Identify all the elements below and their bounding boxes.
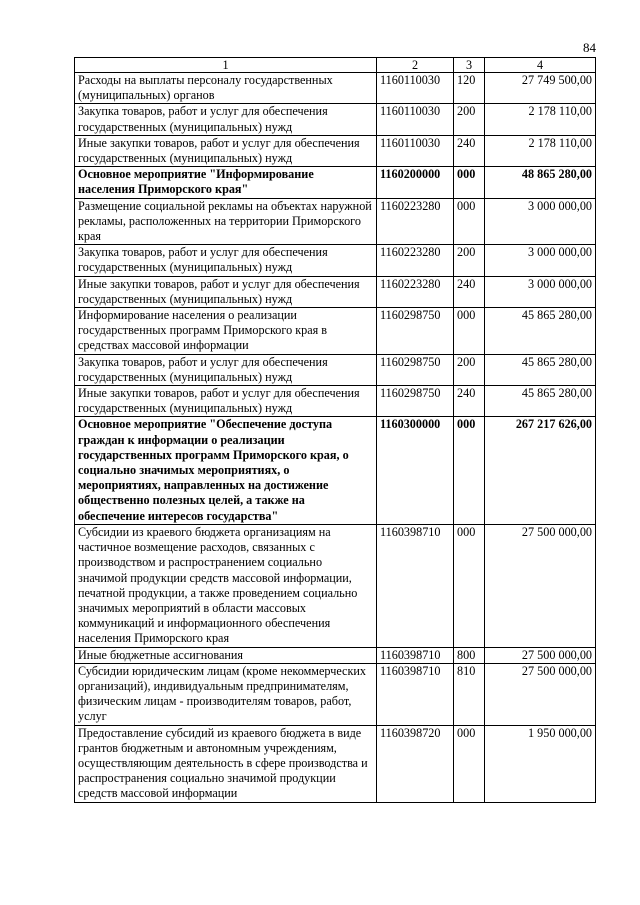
row-code-cell: 1160300000 [377,417,454,524]
row-amount-cell: 45 865 280,00 [485,386,596,417]
row-code-cell: 1160398720 [377,725,454,802]
row-type-cell: 200 [454,104,485,135]
row-name-cell: Субсидии юридическим лицам (кроме некоммерческих организаций), индивидуальным предпринимателям, физическим лицам - производителям товаров, работ, услуг [75,663,377,725]
table-row [75,354,596,385]
row-amount-cell: 3 000 000,00 [485,245,596,276]
table-row [75,386,596,417]
table-row [75,73,596,104]
row-amount-cell: 3 000 000,00 [485,276,596,307]
row-code-cell: 1160110030 [377,73,454,104]
row-name-cell: Основное мероприятие "Информирование населения Приморского края" [75,167,377,198]
row-code-cell: 1160298750 [377,308,454,355]
row-amount-cell: 45 865 280,00 [485,308,596,355]
table-row [75,725,596,802]
row-type-cell: 120 [454,73,485,104]
table-row [75,245,596,276]
row-amount-cell: 27 500 000,00 [485,524,596,647]
row-amount-cell: 27 500 000,00 [485,647,596,663]
row-type-cell: 240 [454,276,485,307]
row-amount-cell: 27 749 500,00 [485,73,596,104]
header-col-4: 4 [485,58,596,73]
table-row [75,308,596,355]
row-name-cell: Информирование населения о реализации государственных программ Приморского края в средствах массовой информации [75,308,377,355]
row-name-cell: Субсидии из краевого бюджета организациям на частичное возмещение расходов, связанных с производством и распространением социально значимой продукции средств массовой информации, печатной продукции, а также проведением социально значимых мероприятий в области массовых коммуникаций и информационного обеспечения населения Приморского края [75,524,377,647]
row-amount-cell: 45 865 280,00 [485,354,596,385]
row-code-cell: 1160398710 [377,524,454,647]
row-code-cell: 1160298750 [377,386,454,417]
header-col-3: 3 [454,58,485,73]
row-amount-cell: 48 865 280,00 [485,167,596,198]
table-row [75,104,596,135]
row-name-cell: Иные закупки товаров, работ и услуг для обеспечения государственных (муниципальных) нужд [75,276,377,307]
row-code-cell: 1160298750 [377,354,454,385]
header-col-2: 2 [377,58,454,73]
row-code-cell: 1160223280 [377,198,454,245]
row-name-cell: Иные закупки товаров, работ и услуг для обеспечения государственных (муниципальных) нужд [75,135,377,166]
row-code-cell: 1160110030 [377,104,454,135]
row-name-cell: Закупка товаров, работ и услуг для обеспечения государственных (муниципальных) нужд [75,354,377,385]
row-type-cell: 200 [454,354,485,385]
row-amount-cell: 27 500 000,00 [485,663,596,725]
row-type-cell: 200 [454,245,485,276]
row-name-cell: Иные закупки товаров, работ и услуг для обеспечения государственных (муниципальных) нужд [75,386,377,417]
row-type-cell: 800 [454,647,485,663]
page-number: 84 [583,40,596,55]
row-name-cell: Иные бюджетные ассигнования [75,647,377,663]
header-col-1: 1 [75,58,377,73]
table-row [75,135,596,166]
row-name-cell: Закупка товаров, работ и услуг для обеспечения государственных (муниципальных) нужд [75,245,377,276]
row-code-cell: 1160223280 [377,276,454,307]
row-code-cell: 1160223280 [377,245,454,276]
table-row [75,276,596,307]
row-code-cell: 1160110030 [377,135,454,166]
row-name-cell: Закупка товаров, работ и услуг для обеспечения государственных (муниципальных) нужд [75,104,377,135]
table-row [75,417,596,524]
row-type-cell: 000 [454,417,485,524]
row-code-cell: 1160200000 [377,167,454,198]
row-type-cell: 240 [454,386,485,417]
row-type-cell: 000 [454,524,485,647]
row-amount-cell: 2 178 110,00 [485,104,596,135]
row-amount-cell: 1 950 000,00 [485,725,596,802]
table-row [75,524,596,647]
row-name-cell: Размещение социальной рекламы на объектах наружной рекламы, расположенных на территории Приморского края [75,198,377,245]
table-row [75,198,596,245]
row-name-cell: Предоставление субсидий из краевого бюджета в виде грантов бюджетным и автономным учреждениям, осуществляющим деятельность в сфере производства и распространения социально значимой продукции средств массовой информации [75,725,377,802]
table-row [75,167,596,198]
row-amount-cell: 3 000 000,00 [485,198,596,245]
row-code-cell: 1160398710 [377,647,454,663]
header-row [75,58,596,73]
row-amount-cell: 267 217 626,00 [485,417,596,524]
row-type-cell: 810 [454,663,485,725]
table-row [75,663,596,725]
table-row [75,647,596,663]
row-type-cell: 000 [454,308,485,355]
row-code-cell: 1160398710 [377,663,454,725]
row-type-cell: 240 [454,135,485,166]
budget-table [74,57,596,803]
row-type-cell: 000 [454,725,485,802]
row-type-cell: 000 [454,198,485,245]
row-type-cell: 000 [454,167,485,198]
row-name-cell: Расходы на выплаты персоналу государственных (муниципальных) органов [75,73,377,104]
row-amount-cell: 2 178 110,00 [485,135,596,166]
row-name-cell: Основное мероприятие "Обеспечение доступа граждан к информации о реализации государственных программ Приморского края, о социально значимых мероприятиях, о мероприятиях, направленных на достижение общественно полезных целей, а также на обеспечение интересов государства" [75,417,377,524]
